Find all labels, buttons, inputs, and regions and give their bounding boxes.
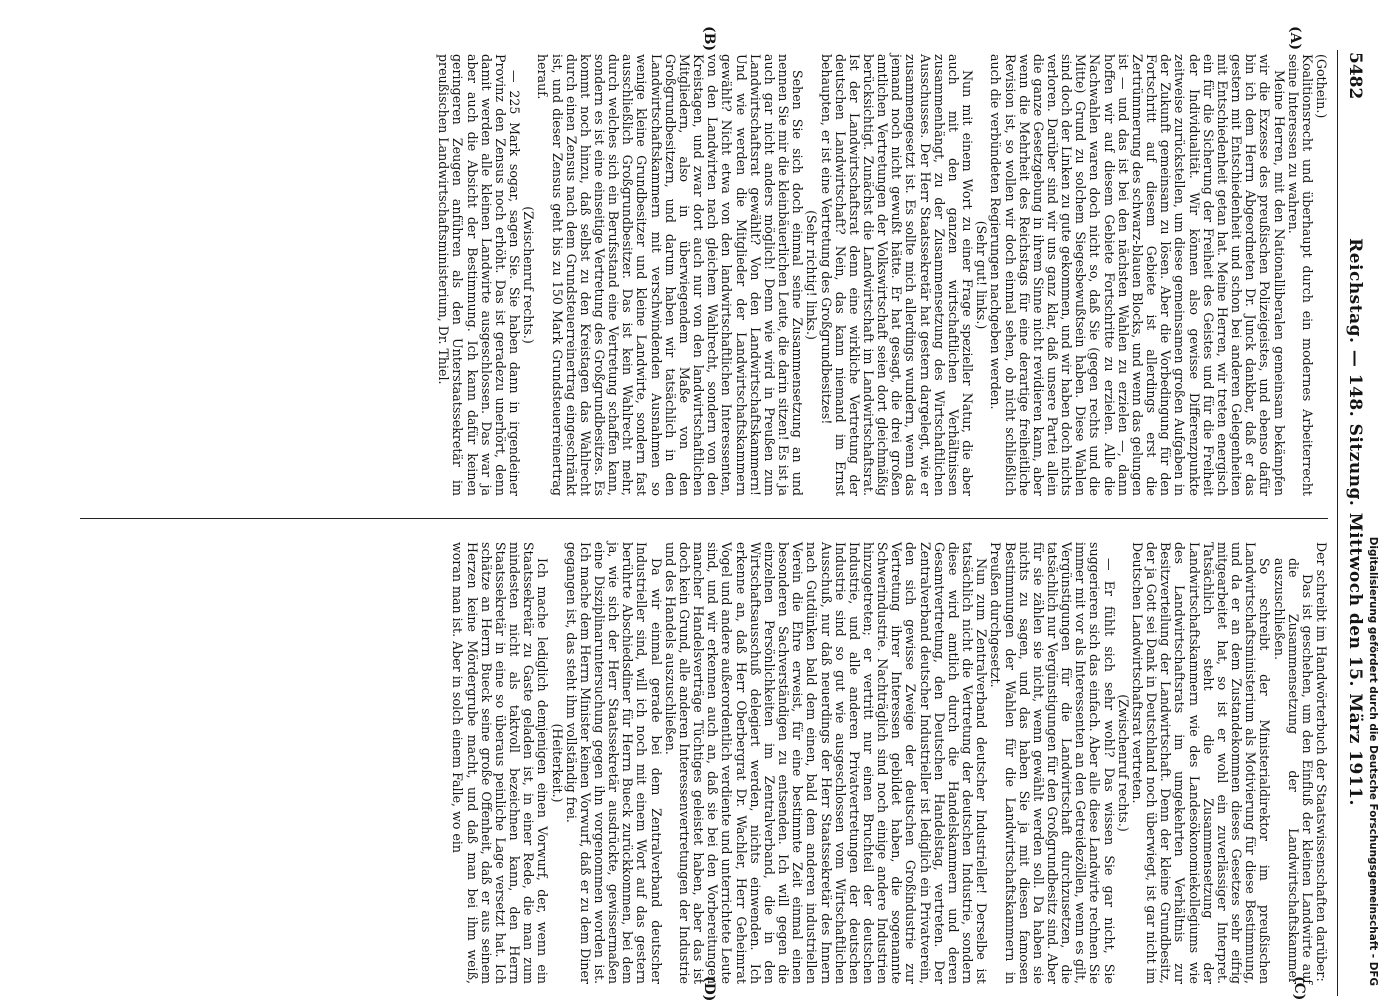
interjection: (Zwischenruf rechts.)	[521, 206, 537, 344]
margin-mark-a: (A)	[1287, 26, 1303, 51]
paragraph: — 225 Mark sogar, sagen Sie. Sie haben dann in irgendeiner Provinz den Zensus noch erhöht. Das ist geradezu unerhört, denn damit werden alle kleinen Landwirte ausgeschlossen. Das war ja aber auch die Absicht der Bestimmung. Ich kann dafür keinen geringeren Zeugen anführen als den Unterstaatssekretär im preußischen Landwirtschaftsministerium, Dr. Thiel.	[436, 54, 523, 496]
left-column	[436, 54, 1328, 496]
margin-mark-d: (D)	[701, 976, 717, 1002]
interjection: (Zwischenruf rechts.)	[1115, 694, 1131, 832]
interjection: (Sehr gut! links.)	[974, 220, 990, 330]
paragraph: Ich mache lediglich demjenigen einen Vorwurf, der, wenn ein Staatssekretär zu Gaste geladen ist, in einer Rede, die man zum mindesten nicht als taktvoll bezeichnen kann, den Herrn Staatssekretär in eine so überaus peinliche Lage versetzt hat. Ich schätze an Herrn Bueck seine große Offenheit, daß er aus seinem Herzen keine Mördergrube macht, und daß man bei ihm weiß, woran man ist. Aber in solch einem Falle, wo ein	[450, 542, 551, 984]
paragraph: Meine Herren, mit den Nationalliberalen gemeinsam bekämpfen wir die Exzesse des preußischen Polizeigeistes, und ebenso dafür bin ich dem Herrn Abgeordneten Dr. Junck dankbar, daß er das gestern mit Entschiedenheit und schon bei anderen Gelegenheiten mit Entschiedenheit getan hat. Meine Herren, wir treten energisch ein für die Sicherung der Freiheit des Geistes und für die Freiheit der Individualität. Wir können also gewisse Differenzpunkte zeitweise zurückstellen, um diese gemeinsamen großen Aufgaben in der Zukunft gemeinsam zu lösen. Aber die Vorbedingung für den Fortschritt auf diesem Gebiete ist allerdings erst die Zertrümmerung des schwarz-blauen Blocks, und wenn das gelungen ist — und das ist bei den nächsten Wahlen zu erzielen —, dann hoffen wir auf diesem Gebiete Fortschritte zu erzielen. Alle die Nachwahlen waren doch nicht so, daß Sie (gegen rechts und die Mitte) Grund zu solchem Siegesbewußtsein haben. Diese Wahlen sind doch der Linken zu gute gekommen, und wir haben doch nichts verloren. Darüber sind wir uns ganz klar, daß unsere Partei allein die ganze Gesetzgebung in ihrem Sinne nicht revidieren kann, aber wenn die Mehrheit des Reichstags für eine derartige freiheitliche Revision ist, so wollen wir doch einmal sehen, ob nicht schließlich auch die verbündeten Regierungen nachgeben werden.	[988, 54, 1287, 496]
margin-mark-c: (C)	[1291, 976, 1307, 1001]
digitization-note-text: Digitalisierung gefördert durch die Deutsche Forschungsgemeinschaft - DFG	[1367, 536, 1379, 986]
paragraph: Da wir einmal gerade bei dem Zentralverband deutscher Industrieller sind, will ich noch mit einem Wort auf das gestern berührte Abschiedsdiner für Herrn Bueck zurückkommen, bei dem ja, wie sich der Herr Staatssekretär ausdrückte, gewissermaßen eine Disziplinaruntersuchung gegen ihn vorgenommen worden ist. Ich mache dem Herrn Minister keinen Vorwurf, daß er zu dem Diner gegangen ist, das steht ihm vollständig frei.	[563, 542, 664, 984]
rotated-page	[78, 26, 1368, 1008]
paragraph: So schreibt der Ministerialdirektor im preußischen Landwirtschaftsministerium als Motivierung für diese Bestimmung, und da er an dem Zustandekommen dieses Gesetzes sehr eifrig mitgearbeitet hat, so ist er wohl ein zuverlässiger Interpret. Tatsächlich steht die Zusammensetzung der Landwirtschaftskammern wie des Landesökonomiekollegiums wie des Landwirtschaftsrats im umgekehrten Verhältnis zur Besitzverteilung der Landwirtschaft. Denn der kleine Grundbesitz, der ja Gott sei Dank in Deutschland noch überwiegt, ist gar nicht im Deutschen Landwirtschaftsrat vertreten.	[1129, 542, 1273, 984]
paragraph: Nun mit einem Wort zu einer Frage spezieller Natur, die aber auch mit den ganzen wirtschaftlichen Verhältnissen zusammenhängt, zu der Zusammensetzung des Wirtschaftlichen Ausschusses. Der Herr Staatssekretär hat gestern dargelegt, wie er zusammengesetzt ist. Es sollte mich allerdings wundern, wenn das jemand noch nicht gewußt hätte. Er hat gesagt, die drei großen amtlichen Vertretungen der Volkswirtschaft seien dort gleichmäßig berücksichtigt. Zunächst die Landwirtschaft im Landwirtschaftsrat. Ist der Landwirtschaftsrat denn eine wirkliche Vertretung der deutschen Landwirtschaft? Nein, das kann niemand im Ernst behaupten, er ist eine Vertretung des Großgrundbesitzes!	[818, 54, 976, 496]
paragraph: — Er fühlt sich sehr wohl? Das wissen Sie gar nicht, Sie suggerieren sich das einfach. Aber alle diese Landwirte rechnen Sie immer mit vor als Interessenten an den Getreidezöllen, wenn es gilt, Vergünstigungen für die Landwirtschaft durchzusetzen, die tatsächlich nur Vergünstigungen für den Großgrundbesitz sind. Aber für sie zählen sie nicht, wenn gewählt werden soll. Da haben sie nichts zu sagen, und das haben Sie ja mit diesen famosen Bestimmungen der Wahlen für die Landwirtschaftskammern in Preußen durchgesetzt.	[988, 542, 1117, 984]
page-number: 5482	[1345, 52, 1365, 100]
digitization-note	[1365, 14, 1381, 986]
interjection: (Sehr richtig! links.)	[804, 210, 820, 340]
right-column	[450, 542, 1328, 984]
speaker-note: (Gothein.)	[1314, 54, 1329, 119]
interjection: (Heiterkeit.)	[549, 723, 565, 803]
paragraph: Nun zum Zentralverband deutscher Industrieller! Derselbe ist tatsächlich nicht die Vertretung der deutschen Industrie, sondern diese wird amtlich durch die Handelskammern und deren Gesamtvertretung, den Deutschen Handelstag, vertreten. Der Zentralverband deutscher Industrieller ist lediglich ein Privatverein, den sich gewisse Zweige der deutschen Großindustrie zur Vertretung ihrer Interessen gebildet haben, die sogenannte Schwerindustrie. Nachträglich sind noch einige andere Industrien hinzugetreten; er vertritt nur einen Bruchteil der deutschen Industrie, und alle anderen Privatvertretungen der deutschen Industrie sind so gut wie ausgeschlossen vom Wirtschaftlichen Ausschuß, nur daß neuerdings der Herr Staatssekretär des Innern nach Gutdünken bald dem einen, bald dem anderen industriellen Verein die Ehre erweist, für eine bestimmte Zeit einmal einen besonderen Sachverständigen zu entsenden. Ich will gegen die einzelnen Persönlichkeiten im Zentralverband, die in den Wirtschaftsausschuß delegiert werden, nichts einwenden. Ich erkenne an, daß Herr Oberbergrat Dr. Wachler, Herr Geheimrat Vogel und andere außerordentlich verdiente und unterrichtete Leute sind, und wir erkennen auch an, daß sie bei den Vorbereitungen mancher Handelsverträge Tüchtiges geleistet haben, aber das ist doch kein Grund, alle anderen Interessenvertretungen der Industrie und des Handels auszuschließen.	[662, 542, 990, 984]
paragraph: Der schreibt im Handwörterbuch der Staatswissenschaften darüber:	[1314, 542, 1329, 982]
header-rule	[1337, 50, 1338, 996]
running-head: Reichstag. — 148. Sitzung. Mittwoch den 15. März 1911.	[1345, 238, 1365, 806]
paragraph: Sehen Sie sich doch einmal seine Zusammensetzung an und nennen Sie mir die kleinbäuerlichen Leute, die darin sitzen! Es ist ja auch gar nicht anders möglich! Denn wie wird in Preußen zum Landwirtschaftsrat gewählt? Von den Landwirtschaftskammern! Und wie werden die Mitglieder der Landwirtschaftskammern gewählt? Nicht etwa von den landwirtschaftlichen Interessenten, von den Landwirten nach gleichem Wahlrecht, sondern von den Kreistagen, und zwar dort auch nur von den landwirtschaftlichen Mitgliedern, also in überwiegendem Maße von den Großgrundbesitzern, und darum haben wir tatsächlich in den Landwirtschaftskammern mit verschwindenden Ausnahmen so wenige kleine Grundbesitzer und kleine Landwirte, sondern fast ausschließlich Großgrundbesitzer. Das ist kein Wahlrecht mehr, durch welches sich ein Berufsstand eine Vertretung schaffen kann, sondern es ist eine einseitige Vertretung des Großgrundbesitzes. Es kommt noch hinzu, daß selbst zu den Kreistagen das Wahlrecht durch einen Zensus nach dem Grundsteuerreinertrag eingeschränkt ist, und dieser Zensus geht bis zu 150 Mark Grundsteuerreinertrag herauf.	[535, 54, 806, 496]
paragraph: Koalitionsrecht und überhaupt durch ein modernes Arbeiterrecht seine Interessen zu wahren.	[1285, 54, 1315, 496]
quotation: Das ist geschehen, um den Einfluß der kleinen Landwirte auf die Zusammensetzung der Landwirtschaftskammer auszuschließen.	[1271, 558, 1315, 984]
margin-mark-b: (B)	[701, 26, 717, 52]
column-divider	[80, 518, 1328, 519]
